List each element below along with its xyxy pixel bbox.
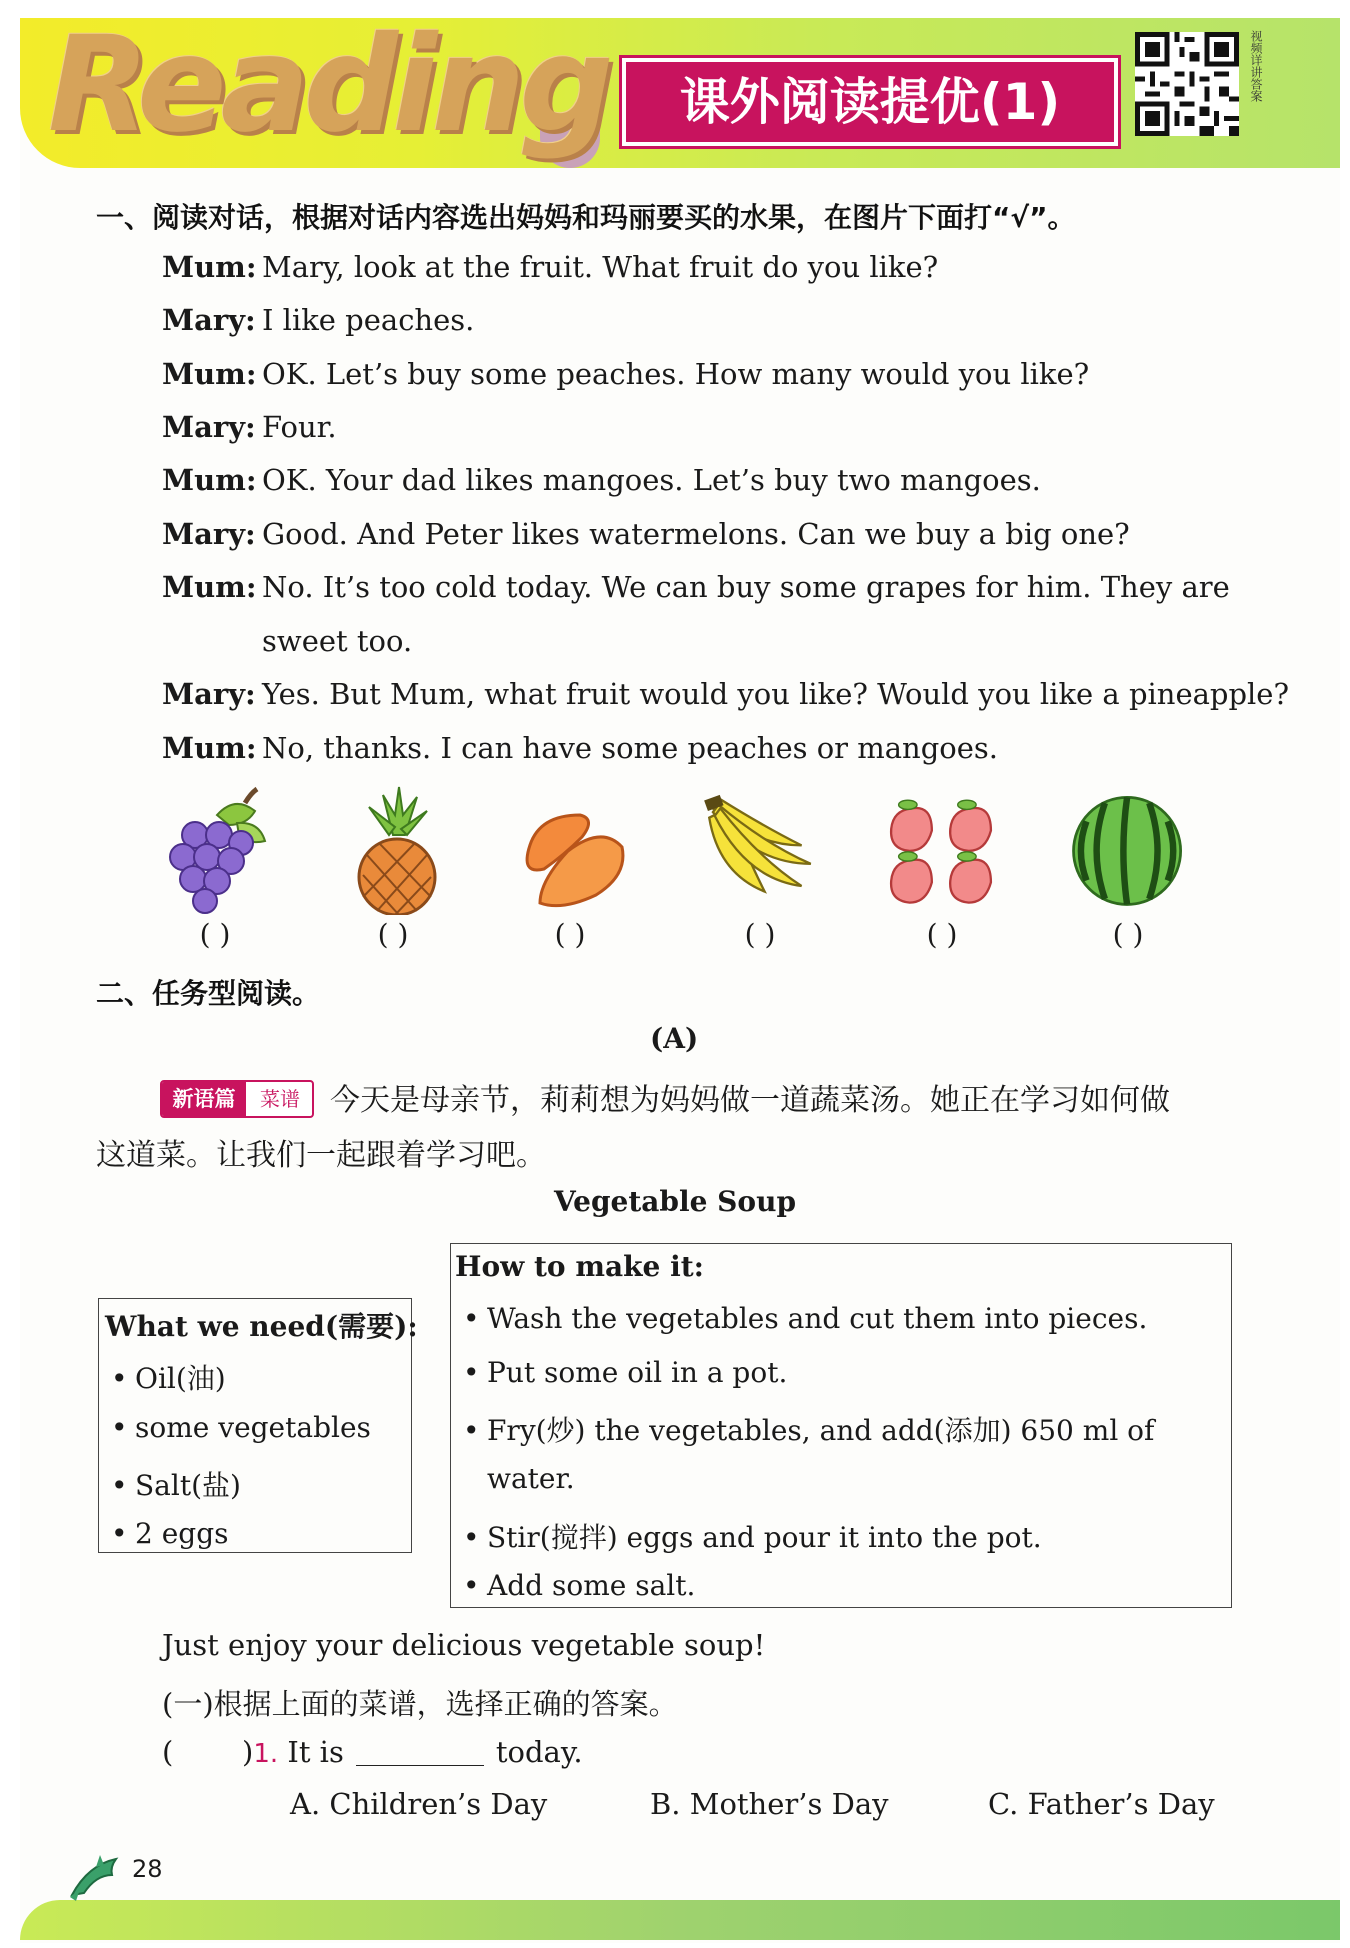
speaker-label: Mum: bbox=[162, 463, 257, 497]
step-item: • Wash the vegetables and cut them into pieces. bbox=[463, 1302, 1148, 1335]
dialogue-text: No, thanks. I can have some peaches or mangoes. bbox=[262, 731, 999, 765]
ingredients-heading: What we need(需要): bbox=[105, 1310, 418, 1343]
question-blank[interactable] bbox=[356, 1765, 484, 1766]
dialogue-text: Four. bbox=[262, 410, 337, 444]
footer-band bbox=[20, 1900, 1340, 1940]
step-text: Wash the vegetables and cut them into pieces. bbox=[487, 1302, 1148, 1335]
speaker-label: Mum: bbox=[162, 357, 257, 391]
question-text-before: It is bbox=[287, 1735, 344, 1769]
dialogue-line bbox=[162, 250, 938, 284]
step-text: Stir(搅拌) eggs and pour it into the pot. bbox=[487, 1521, 1042, 1554]
steps-heading: How to make it: bbox=[455, 1250, 704, 1283]
header-badge: 课外阅读提优(1) bbox=[622, 58, 1118, 146]
page-number: 28 bbox=[132, 1855, 163, 1883]
ingredient-text: Oil(油) bbox=[135, 1362, 226, 1395]
answer-parenthesis[interactable]: ( ) bbox=[1112, 918, 1144, 951]
intro-line-2: 这道菜。让我们一起跟着学习吧。 bbox=[96, 1138, 546, 1173]
genre-tag bbox=[160, 1080, 314, 1118]
ingredients-box bbox=[98, 1298, 418, 1553]
step-item: • Put some oil in a pot. bbox=[463, 1356, 788, 1389]
dialogue-line bbox=[162, 357, 1089, 391]
header-title: Reading bbox=[48, 8, 608, 162]
ingredient-item: • Salt(盐) bbox=[111, 1469, 241, 1502]
speaker-label: Mary: bbox=[162, 677, 256, 711]
qr-code-icon[interactable] bbox=[1135, 32, 1239, 136]
genre-tag-sub: 菜谱 bbox=[260, 1087, 300, 1111]
option-b[interactable]: B. Mother’s Day bbox=[650, 1787, 889, 1821]
speaker-label: Mum: bbox=[162, 731, 257, 765]
pineapple-icon bbox=[333, 785, 453, 915]
step-text: Fry(炒) the vegetables, and add(添加) 650 ml of bbox=[487, 1414, 1155, 1447]
ingredient-text: Salt(盐) bbox=[135, 1469, 241, 1502]
question-answer-slot[interactable]: ( bbox=[162, 1735, 174, 1769]
option-c[interactable]: C. Father’s Day bbox=[988, 1787, 1215, 1821]
step-text: Put some oil in a pot. bbox=[487, 1356, 788, 1389]
section-2-heading: 二、任务型阅读。 bbox=[96, 977, 321, 1010]
genre-tag-main: 新语篇 bbox=[162, 1082, 246, 1116]
recipe-title: Vegetable Soup bbox=[553, 1185, 797, 1218]
dialogue-text: Mary, look at the fruit. What fruit do you like? bbox=[262, 250, 939, 284]
dialogue-text: Good. And Peter likes watermelons. Can we buy a big one? bbox=[262, 517, 1130, 551]
steps-box bbox=[450, 1243, 1232, 1608]
dialogue-line bbox=[162, 303, 474, 337]
speaker-label: Mary: bbox=[162, 517, 256, 551]
answer-parenthesis[interactable]: ( ) bbox=[377, 918, 409, 951]
dialogue-line bbox=[162, 517, 1130, 551]
dolphin-icon bbox=[66, 1845, 126, 1905]
section-1-heading: 一、阅读对话，根据对话内容选出妈妈和玛丽要买的水果，在图片下面打“√”。 bbox=[96, 201, 1076, 234]
dialogue-line bbox=[162, 463, 1041, 497]
dialogue-line bbox=[162, 731, 998, 765]
dialogue-continuation: sweet too. bbox=[262, 624, 413, 658]
intro-line-1: 今天是母亲节，莉莉想为妈妈做一道蔬菜汤。她正在学习如何做 bbox=[330, 1083, 1170, 1118]
answer-parenthesis[interactable]: ( ) bbox=[199, 918, 231, 951]
question-1 bbox=[162, 1735, 583, 1769]
watermelon-icon bbox=[1068, 785, 1188, 915]
dialogue-text: OK. Your dad likes mangoes. Let’s buy two mangoes. bbox=[262, 463, 1041, 497]
ingredient-text: 2 eggs bbox=[135, 1517, 229, 1550]
qr-caption: 视频详讲答案 bbox=[1249, 30, 1263, 102]
option-a[interactable]: A. Children’s Day bbox=[290, 1787, 548, 1821]
ingredient-item: • some vegetables bbox=[111, 1411, 371, 1444]
grapes-icon bbox=[155, 785, 275, 915]
step-item: • Add some salt. bbox=[463, 1569, 696, 1602]
speaker-label: Mum: bbox=[162, 570, 257, 604]
dialogue-line bbox=[162, 677, 1289, 711]
dialogue-text: No. It’s too cold today. We can buy some grapes for him. They are bbox=[262, 570, 1230, 604]
question-text-after: today. bbox=[495, 1735, 583, 1769]
ingredient-text: some vegetables bbox=[135, 1411, 371, 1444]
ingredient-item: • Oil(油) bbox=[111, 1362, 226, 1395]
peaches-icon bbox=[882, 785, 1002, 915]
question-close-paren: ) bbox=[242, 1735, 254, 1769]
ingredient-item: • 2 eggs bbox=[111, 1517, 229, 1550]
answer-parenthesis[interactable]: ( ) bbox=[744, 918, 776, 951]
speaker-label: Mary: bbox=[162, 303, 256, 337]
step-text: Add some salt. bbox=[487, 1569, 696, 1602]
mangoes-icon bbox=[510, 785, 630, 915]
dialogue-line bbox=[162, 570, 1230, 604]
speaker-label: Mum: bbox=[162, 250, 257, 284]
answer-parenthesis[interactable]: ( ) bbox=[554, 918, 586, 951]
step-item: • Stir(搅拌) eggs and pour it into the pot. bbox=[463, 1521, 1042, 1554]
part-label: (A) bbox=[650, 1022, 699, 1055]
question-number: 1. bbox=[253, 1739, 279, 1769]
speaker-label: Mary: bbox=[162, 410, 256, 444]
step-continuation: water. bbox=[487, 1462, 575, 1495]
answer-parenthesis[interactable]: ( ) bbox=[926, 918, 958, 951]
dialogue-line bbox=[162, 410, 337, 444]
closing-line: Just enjoy your delicious vegetable soup! bbox=[162, 1628, 766, 1662]
bananas-icon bbox=[700, 785, 820, 915]
dialogue-text: OK. Let’s buy some peaches. How many would you like? bbox=[262, 357, 1090, 391]
dialogue-text: I like peaches. bbox=[262, 303, 475, 337]
exercise-subheading: (一)根据上面的菜谱，选择正确的答案。 bbox=[162, 1687, 678, 1721]
dialogue-text: Yes. But Mum, what fruit would you like? Would you like a pineapple? bbox=[262, 677, 1290, 711]
step-item: • Fry(炒) the vegetables, and add(添加) 650 ml of bbox=[463, 1414, 1155, 1447]
